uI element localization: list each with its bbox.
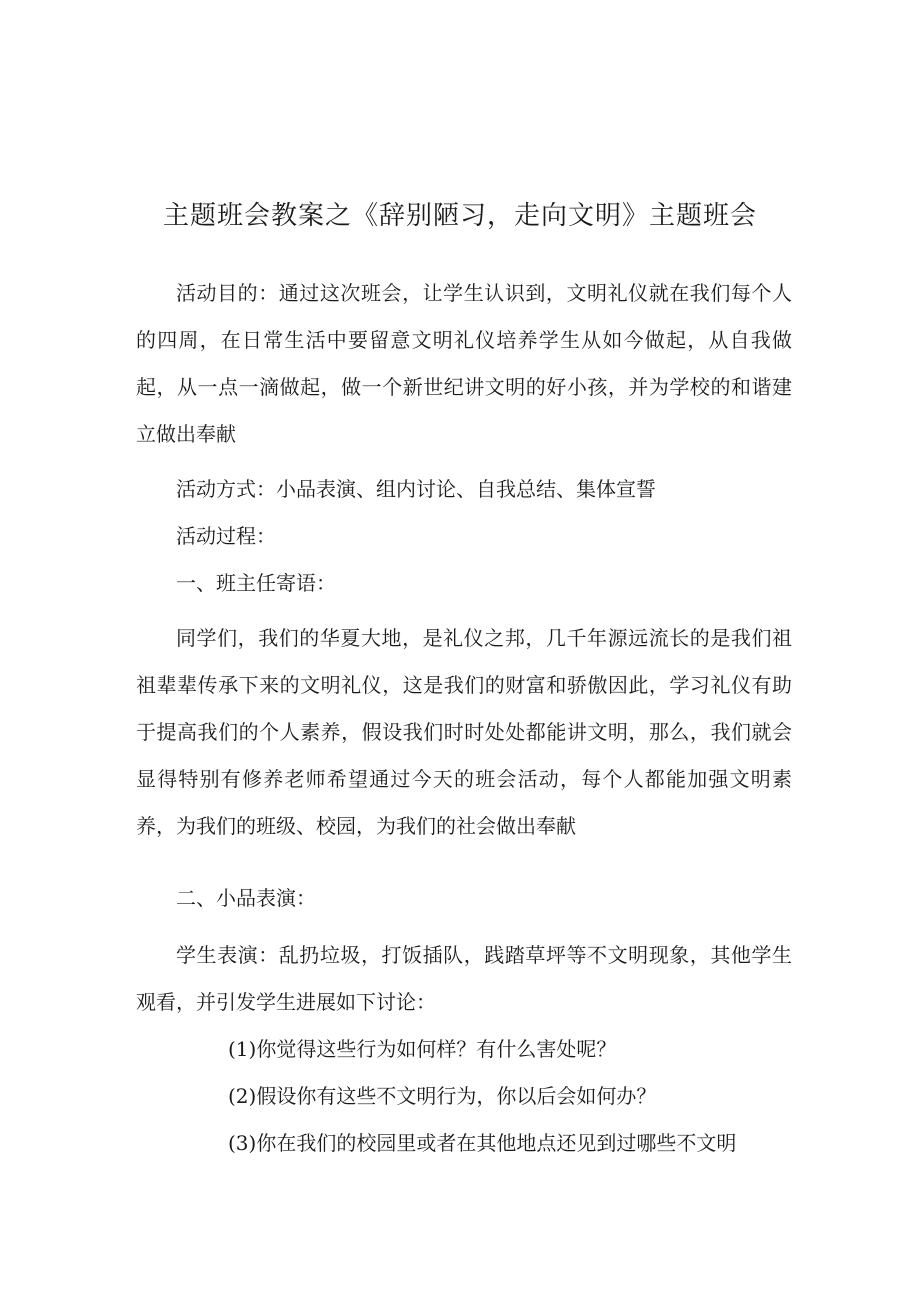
activity-method: 活动方式：小品表演、组内讨论、自我总结、集体宣誓 xyxy=(176,477,656,501)
section-2-heading: 二、小品表演： xyxy=(176,886,316,910)
discussion-question-3: (3)你在我们的校园里或者在其他地点还见到过哪些不文明 xyxy=(228,1131,737,1155)
activity-process-heading: 活动过程： xyxy=(176,524,276,548)
section-2-text: 学生表演：乱扔垃圾，打饭插队，践踏草坪等不文明现象，其他学生观看，并引发学生进展如下讨论： xyxy=(136,943,792,1014)
section-1-text: 同学们，我们的华夏大地，是礼仪之邦，几千年源远流长的是我们祖祖辈辈传承下来的文明礼仪，这是我们的财富和骄傲因此，学习礼仪有助于提高我们的个人素养，假设我们时时处处都能讲文明，那么，我们就会显得特别有修养老师希望通过今天的班会活动，每个人都能加强文明素养，为我们的班级、校园，为我们的社会做出奉献 xyxy=(136,626,792,838)
section-1-heading: 一、班主任寄语： xyxy=(176,571,336,595)
document-title: 主题班会教案之《辞别陋习，走向文明》主题班会 xyxy=(162,201,757,231)
activity-purpose: 活动目的：通过这次班会，让学生认识到，文明礼仪就在我们每个人的四周，在日常生活中要留意文明礼仪培养学生从如今做起，从自我做起，从一点一滴做起，做一个新世纪讲文明的好小孩，并为学校的和谐建立做出奉献 xyxy=(136,281,792,446)
discussion-question-1: (1)你觉得这些行为如何样？有什么害处呢？ xyxy=(228,1037,617,1061)
discussion-question-2: (2)假设你有这些不文明行为，你以后会如何办？ xyxy=(228,1084,657,1108)
document-body xyxy=(136,270,792,1167)
